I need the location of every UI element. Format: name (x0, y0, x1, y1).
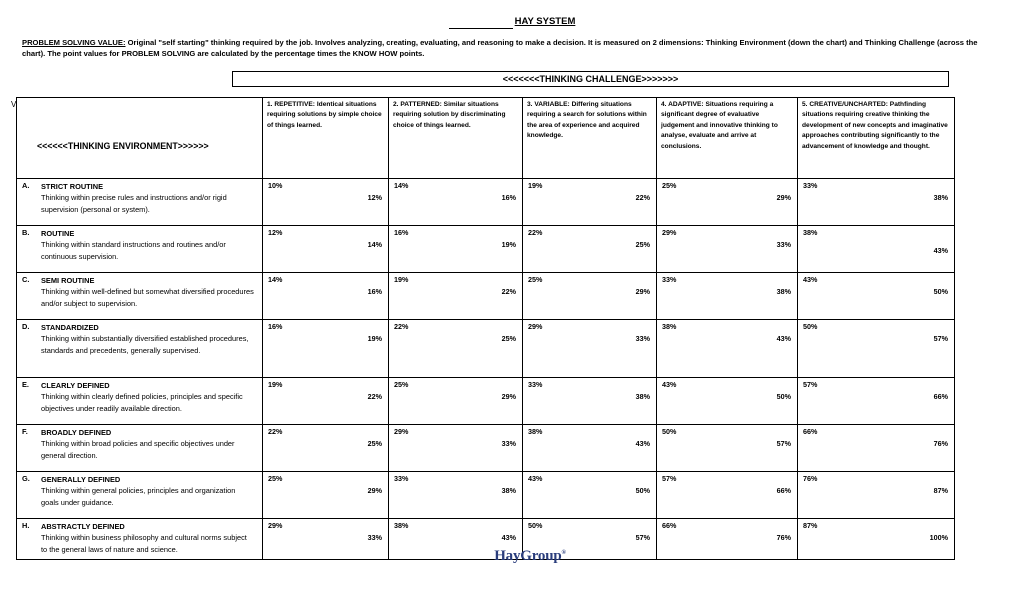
percent-low: 57% (803, 380, 818, 389)
percent-low: 29% (662, 228, 677, 237)
environment-cell (17, 472, 263, 519)
percent-cell (657, 226, 798, 273)
percent-high: 29% (776, 193, 791, 202)
environment-name: STANDARDIZED (41, 323, 99, 332)
challenge-name: 4. ADAPTIVE: (661, 101, 704, 108)
percent-high: 25% (501, 334, 516, 343)
percent-low: 29% (268, 521, 283, 530)
percent-high: 22% (501, 287, 516, 296)
environment-cell (17, 179, 263, 226)
percent-cell (523, 226, 657, 273)
percent-cell (523, 378, 657, 425)
challenge-desc: Identical situations requiring solutions by simple choice of things learned. (267, 101, 382, 129)
percent-cell (798, 179, 955, 226)
thinking-environment-header: <<<<<<THINKING ENVIRONMENT>>>>>> (17, 98, 263, 179)
percent-high: 100% (929, 533, 948, 542)
table-row (17, 226, 955, 273)
percent-high: 57% (635, 533, 650, 542)
environment-cell (17, 378, 263, 425)
percent-cell (798, 320, 955, 378)
challenge-name: 5. CREATIVE/UNCHARTED: (802, 101, 888, 108)
percent-high: 87% (933, 486, 948, 495)
environment-letter: D. (22, 322, 30, 331)
environment-name: BROADLY DEFINED (41, 428, 112, 437)
percent-low: 14% (394, 181, 409, 190)
environment-desc: Thinking within well-defined but somewhat diversified procedures and/or subject to supervision. (41, 287, 254, 308)
percent-high: 57% (933, 334, 948, 343)
environment-cell (17, 226, 263, 273)
environment-name: STRICT ROUTINE (41, 182, 103, 191)
environment-desc: Thinking within clearly defined policies, principles and specific objectives under readily available direction. (41, 392, 243, 413)
percent-cell (657, 320, 798, 378)
percent-high: 29% (635, 287, 650, 296)
environment-body (41, 181, 254, 215)
percent-high: 43% (635, 439, 650, 448)
percent-high: 50% (635, 486, 650, 495)
table-row (17, 179, 955, 226)
percent-low: 50% (662, 427, 677, 436)
percent-high: 14% (367, 240, 382, 249)
percent-low: 66% (803, 427, 818, 436)
challenge-desc: Differing situations requiring a search for solutions within the area of experience and acquired knowledge. (527, 101, 647, 140)
environment-letter: B. (22, 228, 30, 237)
environment-letter: G. (22, 474, 30, 483)
percent-low: 29% (528, 322, 543, 331)
percent-high: 29% (501, 392, 516, 401)
hay-problem-solving-table (16, 97, 955, 560)
environment-body (41, 474, 254, 508)
environment-body (41, 322, 254, 356)
percent-low: 16% (394, 228, 409, 237)
percent-low: 50% (528, 521, 543, 530)
percent-low: 38% (394, 521, 409, 530)
environment-desc: Thinking within general policies, principles and organization goals under guidance. (41, 486, 236, 507)
percent-cell (798, 226, 955, 273)
percent-cell (263, 226, 389, 273)
percent-low: 19% (268, 380, 283, 389)
percent-low: 10% (268, 181, 283, 190)
environment-body (41, 275, 254, 309)
environment-body (41, 380, 254, 414)
table-row (17, 472, 955, 519)
percent-cell (263, 425, 389, 472)
haygroup-logo (0, 548, 1024, 565)
environment-letter: A. (22, 181, 30, 190)
percent-cell (263, 320, 389, 378)
percent-cell (389, 226, 523, 273)
percent-low: 25% (394, 380, 409, 389)
percent-low: 33% (528, 380, 543, 389)
percent-low: 33% (662, 275, 677, 284)
environment-cell (17, 320, 263, 378)
percent-high: 50% (933, 287, 948, 296)
percent-cell (389, 378, 523, 425)
percent-low: 12% (268, 228, 283, 237)
table-row (17, 378, 955, 425)
percent-cell (798, 273, 955, 320)
percent-high: 25% (635, 240, 650, 249)
percent-low: 76% (803, 474, 818, 483)
percent-cell (389, 425, 523, 472)
environment-name: CLEARLY DEFINED (41, 381, 110, 390)
percent-low: 25% (268, 474, 283, 483)
challenge-name: 1. REPETITIVE: (267, 101, 315, 108)
percent-high: 22% (635, 193, 650, 202)
percent-high: 25% (367, 439, 382, 448)
header-row (17, 98, 955, 179)
environment-name: ROUTINE (41, 229, 75, 238)
thinking-challenge-header: <<<<<<<THINKING CHALLENGE>>>>>>> (232, 71, 949, 87)
percent-low: 38% (662, 322, 677, 331)
challenge-name: 2. PATTERNED: (393, 101, 442, 108)
environment-name: ABSTRACTLY DEFINED (41, 522, 125, 531)
percent-cell (263, 472, 389, 519)
percent-high: 19% (367, 334, 382, 343)
percent-low: 29% (394, 427, 409, 436)
logo-text: HayGroup (494, 548, 562, 564)
percent-high: 19% (501, 240, 516, 249)
percent-low: 66% (662, 521, 677, 530)
percent-cell (263, 378, 389, 425)
percent-high: 12% (367, 193, 382, 202)
percent-low: 25% (662, 181, 677, 190)
percent-cell (798, 472, 955, 519)
percent-low: 33% (803, 181, 818, 190)
percent-high: 38% (933, 193, 948, 202)
percent-cell (389, 273, 523, 320)
percent-low: 43% (662, 380, 677, 389)
environment-letter: C. (22, 275, 30, 284)
percent-high: 43% (776, 334, 791, 343)
page-title: HAY SYSTEM (514, 16, 576, 27)
percent-cell (657, 273, 798, 320)
percent-high: 33% (367, 533, 382, 542)
percent-cell (523, 320, 657, 378)
percent-cell (263, 273, 389, 320)
percent-high: 43% (933, 246, 948, 255)
percent-cell (798, 378, 955, 425)
percent-high: 66% (776, 486, 791, 495)
challenge-header-3 (523, 98, 657, 179)
challenge-header-1 (263, 98, 389, 179)
percent-high: 38% (635, 392, 650, 401)
challenge-header-2 (389, 98, 523, 179)
registered-mark: ® (561, 550, 566, 556)
percent-high: 33% (776, 240, 791, 249)
percent-low: 57% (662, 474, 677, 483)
percent-high: 76% (776, 533, 791, 542)
percent-low: 38% (803, 228, 818, 237)
environment-name: SEMI ROUTINE (41, 276, 95, 285)
percent-low: 22% (528, 228, 543, 237)
stray-mark: V (11, 100, 17, 109)
percent-cell (657, 425, 798, 472)
percent-high: 38% (501, 486, 516, 495)
percent-low: 16% (268, 322, 283, 331)
percent-high: 33% (635, 334, 650, 343)
challenge-desc: Situations requiring a significant degree of evaluative judgement and innovative thinking to analyse, evaluate and arrive at conclusions. (661, 101, 778, 150)
percent-high: 29% (367, 486, 382, 495)
environment-letter: H. (22, 521, 30, 530)
percent-high: 50% (776, 392, 791, 401)
percent-high: 16% (501, 193, 516, 202)
percent-cell (389, 472, 523, 519)
environment-name: GENERALLY DEFINED (41, 475, 121, 484)
table-body (17, 98, 955, 560)
table-row (17, 320, 955, 378)
environment-cell (17, 425, 263, 472)
percent-cell (389, 320, 523, 378)
table-row (17, 425, 955, 472)
environment-desc: Thinking within broad policies and specific objectives under general direction. (41, 439, 235, 460)
percent-high: 43% (501, 533, 516, 542)
percent-cell (523, 472, 657, 519)
percent-cell (523, 273, 657, 320)
environment-desc: Thinking within standard instructions and routines and/or continuous supervision. (41, 240, 226, 261)
environment-body (41, 228, 254, 262)
percent-cell (389, 179, 523, 226)
challenge-header-4 (657, 98, 798, 179)
percent-low: 22% (268, 427, 283, 436)
percent-low: 25% (528, 275, 543, 284)
percent-high: 76% (933, 439, 948, 448)
environment-cell (17, 273, 263, 320)
percent-low: 50% (803, 322, 818, 331)
percent-high: 38% (776, 287, 791, 296)
percent-cell (657, 472, 798, 519)
percent-high: 66% (933, 392, 948, 401)
percent-low: 43% (528, 474, 543, 483)
environment-body (41, 427, 254, 461)
intro-label: PROBLEM SOLVING VALUE: (22, 38, 126, 47)
environment-letter: E. (22, 380, 29, 389)
percent-low: 38% (528, 427, 543, 436)
title-underline-rule (449, 18, 513, 29)
percent-high: 33% (501, 439, 516, 448)
challenge-header-5 (798, 98, 955, 179)
percent-low: 19% (394, 275, 409, 284)
percent-cell (657, 378, 798, 425)
problem-solving-intro (22, 37, 997, 59)
table-row (17, 273, 955, 320)
percent-high: 16% (367, 287, 382, 296)
percent-low: 87% (803, 521, 818, 530)
percent-cell (657, 179, 798, 226)
percent-low: 14% (268, 275, 283, 284)
percent-low: 43% (803, 275, 818, 284)
challenge-name: 3. VARIABLE: (527, 101, 570, 108)
percent-cell (263, 179, 389, 226)
percent-high: 22% (367, 392, 382, 401)
title-area (0, 11, 1024, 29)
percent-cell (523, 425, 657, 472)
environment-desc: Thinking within precise rules and instructions and/or rigid supervision (personal or system). (41, 193, 227, 214)
environment-letter: F. (22, 427, 28, 436)
percent-cell (798, 425, 955, 472)
challenge-desc: Similar situations requiring solution by discriminating choice of things learned. (393, 101, 506, 129)
percent-low: 19% (528, 181, 543, 190)
challenge-desc: Pathfinding situations requiring creative thinking the development of new concepts and imaginative approaches contributing significantly to the advancement of knowledge and thought. (802, 101, 948, 150)
percent-cell (523, 179, 657, 226)
environment-desc: Thinking within business philosophy and cultural norms subject to the general laws of nature and science. (41, 533, 247, 554)
percent-low: 22% (394, 322, 409, 331)
percent-high: 57% (776, 439, 791, 448)
percent-low: 33% (394, 474, 409, 483)
environment-desc: Thinking within substantially diversified established procedures, standards and precedents, generally supervised. (41, 334, 249, 355)
intro-text: Original "self starting" thinking required by the job. Involves analyzing, creating, evaluating, and reasoning to make a decision. It is measured on 2 dimensions: Thinking Environment (down the chart) and Thinking Challenge (across the chart). The point values for PROBLEM SOLVING are calculated by the percentage times the KNOW HOW points. (22, 38, 978, 58)
